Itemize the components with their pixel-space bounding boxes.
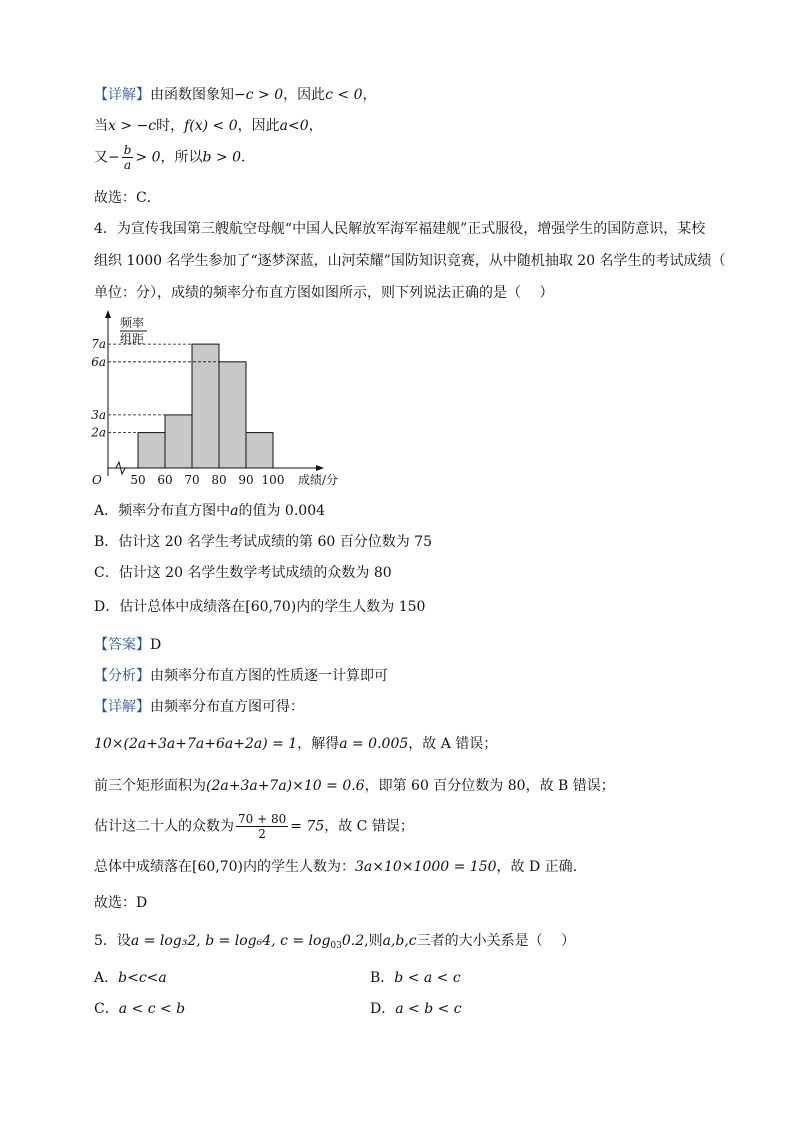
q4-option-c[interactable]: C．估计这 20 名学生数学考试成绩的众数为 80 (94, 565, 392, 581)
y-axis-label-denominator: 组距 (120, 332, 145, 346)
histogram-bar-90-100 (246, 433, 273, 468)
histogram-bar-80-90 (219, 362, 246, 468)
x-axis-label: 成绩/分 (298, 473, 339, 487)
x-tick-label-70: 70 (184, 473, 200, 487)
y-tick-label-3a: 3a (91, 407, 106, 422)
y-tick-label-2a: 2a (91, 425, 106, 440)
prev-detail-line1: 【详解】由函数图象知−c > 0，因此c < 0， (94, 87, 377, 103)
x-tick-label-60: 60 (157, 473, 173, 487)
detail-tag: 【详解】 (94, 87, 150, 103)
fraction-mode: $\frac{70 + 80}{2}$ (238, 812, 287, 841)
q5-option-c[interactable]: C．a < c < b (94, 1001, 186, 1017)
x-tick-label-90: 90 (238, 473, 254, 487)
q4-stem-line3: 单位：分），成绩的频率分布直方图如图所示，则下列说法正确的是（ ） (94, 285, 554, 301)
q5-option-a[interactable]: A．b<c<a (94, 970, 167, 986)
x-tick-label-50: 50 (130, 473, 146, 487)
q4-step1: 10×(2a+3a+7a+6a+2a) = 1，解得a = 0.005，故 A 错误； (94, 736, 498, 752)
fraction-b-over-a: $\frac{b}{a}$ (123, 143, 132, 172)
y-axis-arrow (105, 310, 111, 318)
q4-stem-line1: 4．为宣传我国第三艘航空母舰“中国人民解放军海军福建舰”正式服役，增强学生的国防意识，某校 (94, 221, 706, 237)
q4-step2: 前三个矩形面积为(2a+3a+7a)×10 = 0.6，即第 60 百分位数为 80，故 B 错误； (94, 778, 615, 794)
q5-option-b[interactable]: B．b < a < c (370, 970, 461, 986)
x-tick-labels (130, 473, 284, 487)
histogram-bar-50-60 (138, 433, 165, 468)
q5-stem: 5．设a = log₃2, b = log₆4, $c = \log_{03}0.2$,则a,b,c三者的大小关系是（ ） (94, 933, 576, 951)
q4-detail: 【详解】由频率分布直方图可得： (94, 699, 304, 715)
prev-answer: 故选：C． (94, 190, 161, 206)
histogram-bar-60-70 (165, 415, 192, 468)
prev-detail-line3: 又− $\frac{b}{a}$ > 0，所以b > 0． (94, 143, 256, 172)
histogram-bars (138, 344, 273, 468)
prev-detail-line2: 当x > −c时，f(x) < 0，因此a<0， (94, 118, 323, 134)
q4-answer: 【答案】D (94, 637, 162, 653)
q4-option-d[interactable]: D．估计总体中成绩落在[60,70)内的学生人数为 150 (94, 599, 426, 615)
q4-stem-line2: 组织 1000 名学生参加了“逐梦深蓝，山河荣耀”国防知识竞赛，从中随机抽取 20 名学生的考试成绩（ (94, 253, 726, 269)
frequency-histogram (90, 308, 350, 488)
y-tick-label-7a: 7a (91, 337, 106, 352)
x-tick-label-80: 80 (211, 473, 227, 487)
x-axis-arrow (316, 465, 324, 471)
y-axis-label-numerator: 频率 (120, 316, 145, 330)
y-tick-labels (90, 337, 106, 440)
y-tick-label-6a: 6a (91, 354, 106, 369)
q4-step4: 总体中成绩落在[60,70)内的学生人数为：3a×10×1000 = 150，故 D 正确. (94, 859, 578, 875)
q4-analysis: 【分析】由频率分布直方图的性质逐一计算即可 (94, 668, 388, 684)
origin-label: O (92, 473, 102, 487)
q4-option-b[interactable]: B．估计这 20 名学生考试成绩的第 60 百分位数为 75 (94, 534, 432, 550)
histogram-bar-70-80 (192, 344, 219, 468)
q4-step3: 估计这二十人的众数为 $\frac{70 + 80}{2}$ = 75，故 C 错误； (94, 812, 414, 841)
x-tick-label-100: 100 (261, 473, 285, 487)
q5-option-d[interactable]: D．a < b < c (370, 1001, 462, 1017)
q4-final-answer: 故选：D (94, 895, 148, 911)
q4-option-a[interactable]: A．频率分布直方图中a的值为 0.004 (94, 503, 326, 519)
